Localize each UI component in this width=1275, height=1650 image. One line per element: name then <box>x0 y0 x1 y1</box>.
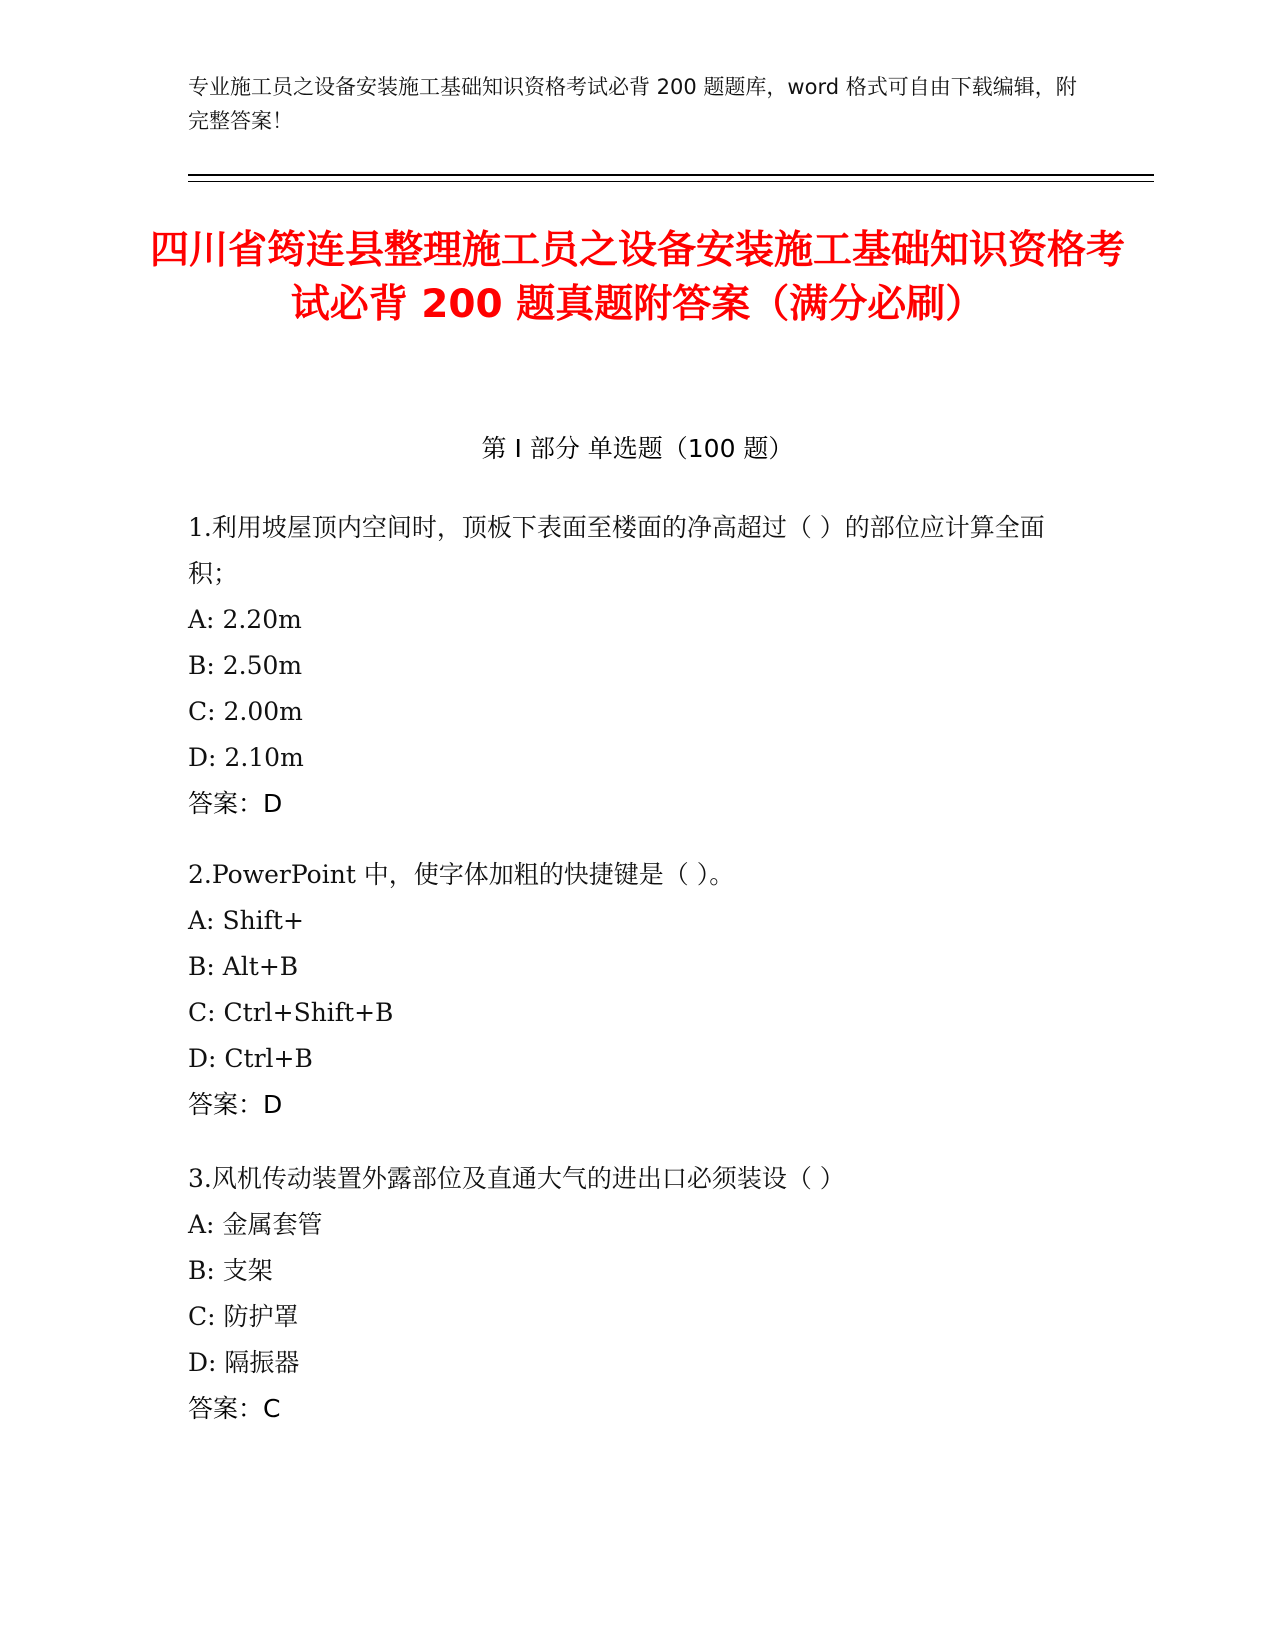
option-c <box>188 990 1088 1036</box>
option-key: B: <box>188 952 215 981</box>
question-2 <box>188 852 1088 1128</box>
header-note: 专业施工员之设备安装施工基础知识资格考试必背 200 题题库，word 格式可自由下载编辑，附完整答案！ <box>188 75 1077 133</box>
option-key: A: <box>188 605 215 634</box>
option-d <box>188 735 1088 781</box>
header-rule-thin <box>188 181 1154 182</box>
option-key: D: <box>188 743 217 772</box>
option-value: 防护罩 <box>223 1302 299 1331</box>
option-key: D: <box>188 1044 217 1073</box>
option-d <box>188 1036 1088 1082</box>
option-a <box>188 898 1088 944</box>
question-text: 1.利用坡屋顶内空间时，顶板下表面至楼面的净高超过（ ）的部位应计算全面积； <box>188 513 1045 588</box>
question-text: 2.PowerPoint 中，使字体加粗的快捷键是（ ）。 <box>188 860 735 889</box>
option-key: C: <box>188 1302 216 1331</box>
option-key: A: <box>188 906 215 935</box>
option-value: Ctrl+B <box>224 1044 313 1073</box>
option-a <box>188 597 1088 643</box>
question-1 <box>188 505 1088 827</box>
answer-line: 答案：D <box>188 1090 283 1119</box>
option-value: Ctrl+Shift+B <box>223 998 394 1027</box>
section-heading: 第 I 部分 单选题（100 题） <box>481 434 794 463</box>
option-value: 2.50m <box>222 651 303 680</box>
option-value: Shift+ <box>222 906 304 935</box>
question-3 <box>188 1156 1088 1432</box>
option-key: B: <box>188 1256 215 1285</box>
option-value: 2.20m <box>222 605 302 634</box>
header-rule-thick <box>188 174 1154 176</box>
answer-line: 答案：C <box>188 1394 281 1423</box>
question-text: 3.风机传动装置外露部位及直通大气的进出口必须装设（ ） <box>188 1164 845 1193</box>
option-key: A: <box>188 1210 215 1239</box>
option-b <box>188 643 1088 689</box>
option-c <box>188 1294 1088 1340</box>
option-value: 支架 <box>222 1256 273 1285</box>
option-d <box>188 1340 1088 1386</box>
answer-line: 答案：D <box>188 789 283 818</box>
option-value: 隔振器 <box>224 1348 300 1377</box>
option-key: D: <box>188 1348 217 1377</box>
option-b <box>188 944 1088 990</box>
option-key: C: <box>188 998 216 1027</box>
option-c <box>188 689 1088 735</box>
option-value: Alt+B <box>222 952 299 981</box>
option-a <box>188 1202 1088 1248</box>
option-value: 金属套管 <box>222 1210 323 1239</box>
document-title: 四川省筠连县整理施工员之设备安装施工基础知识资格考试必背 200 题真题附答案（满分必刷） <box>150 228 1126 327</box>
option-key: B: <box>188 651 215 680</box>
option-value: 2.10m <box>224 743 304 772</box>
option-value: 2.00m <box>223 697 303 726</box>
option-key: C: <box>188 697 216 726</box>
option-b <box>188 1248 1088 1294</box>
